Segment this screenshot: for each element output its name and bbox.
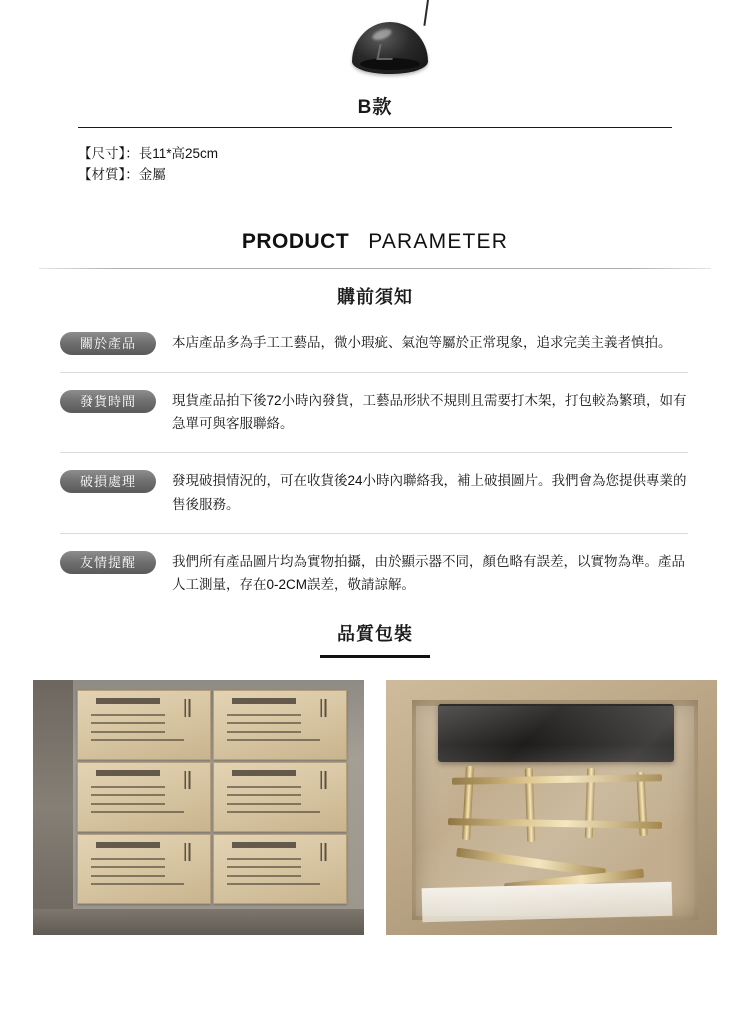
carton-line: [227, 714, 301, 716]
notice-text-damage-handling: 發現破損情況的，可在收貨後24小時內聯絡我，補上破損圖片。我們會為您提供專業的售後服務。: [172, 473, 687, 512]
list-item: [0, 469, 750, 533]
notice-divider: [60, 533, 688, 534]
carton-label: [96, 842, 159, 848]
black-lamp-shade-item: [438, 704, 674, 762]
notice-text-shipping-time: 現貨產品拍下後72小時內發貨，工藝品形狀不規則且需要打木架，打包較為繁瑣，如有急單可與客服聯絡。: [172, 392, 687, 432]
notice-text-friendly-reminder: 我們所有產品圖片均為實物拍攝，由於顯示器不同，顏色略有誤差，以實物為準。產品人工測量，存在0-2CM誤差，敬請諒解。: [172, 553, 685, 592]
carton-label: [232, 698, 295, 704]
carton-label: [96, 770, 159, 776]
packaging-heading: 品質包裝: [337, 624, 413, 645]
hero-divider: [78, 127, 672, 128]
lamp-logo-mark: [376, 44, 395, 60]
product-parameter-section: [0, 230, 750, 269]
product-parameter-title: [242, 230, 508, 254]
carton-label: [96, 698, 159, 704]
carton-line: [91, 731, 165, 733]
carton-box: [213, 834, 347, 904]
carton-line: [91, 786, 165, 788]
carton-line: [91, 883, 183, 885]
model-label: B款: [357, 97, 393, 118]
packing-paper: [422, 882, 673, 923]
notice-divider: [60, 372, 688, 373]
notice-pill-damage-handling: 破損處理: [60, 470, 156, 493]
carton-line: [227, 803, 301, 805]
carton-line: [227, 866, 301, 868]
list-item: [0, 550, 750, 596]
spec-block: [78, 144, 750, 186]
carton-line: [91, 739, 183, 741]
packaging-photo-cartons: [33, 680, 364, 935]
carton-line: [91, 875, 165, 877]
carton-label: [232, 842, 295, 848]
carton-box: [213, 690, 347, 760]
notice-text-about-product: 本店產品多為手工工藝品，微小瑕疵、氣泡等屬於正常現象，追求完美主義者慎拍。: [172, 334, 672, 350]
carton-line: [227, 883, 319, 885]
packaging-heading-underline: [320, 655, 430, 658]
packaging-photos: [33, 680, 717, 935]
fragile-symbol-icon: [312, 843, 333, 861]
carton-line: [91, 803, 165, 805]
packaging-photo-open-box: [386, 680, 717, 935]
carton-line: [91, 722, 165, 724]
list-item: [0, 331, 750, 373]
fragile-symbol-icon: [312, 699, 333, 717]
carton-line: [227, 786, 301, 788]
notice-pill-friendly-reminder: 友情提醒: [60, 551, 156, 574]
notice-pill-about-product: 關於產品: [60, 332, 156, 355]
spec-material: 【材質】：金屬: [78, 166, 166, 182]
carton-box: [77, 762, 211, 832]
notice-list: [0, 331, 750, 596]
fragile-symbol-icon: [176, 699, 197, 717]
carton-line: [227, 794, 301, 796]
carton-line: [227, 875, 301, 877]
notice-divider: [60, 452, 688, 453]
floor-background: [33, 909, 364, 935]
shelf-background: [33, 680, 73, 935]
carton-box: [213, 762, 347, 832]
notice-heading: 購前須知: [337, 286, 413, 307]
fragile-symbol-icon: [312, 771, 333, 789]
product-parameter-underline: [39, 268, 711, 269]
carton-label: [232, 770, 295, 776]
carton-line: [91, 811, 183, 813]
spec-size: 【尺寸】：長11*高25cm: [78, 146, 219, 161]
hero-product-image: [0, 0, 750, 130]
notice-pill-shipping-time: 發貨時間: [60, 390, 156, 413]
product-parameter-title-light: PARAMETER: [368, 229, 509, 253]
carton-line: [91, 858, 165, 860]
list-item: [0, 389, 750, 453]
carton-line: [91, 714, 165, 716]
fragile-symbol-icon: [176, 771, 197, 789]
carton-line: [227, 739, 319, 741]
carton-box: [77, 690, 211, 760]
carton-box: [77, 834, 211, 904]
lamp-cord-icon: [423, 0, 429, 26]
carton-line: [91, 866, 165, 868]
carton-line: [91, 794, 165, 796]
carton-line: [227, 731, 301, 733]
carton-line: [227, 722, 301, 724]
carton-line: [227, 858, 301, 860]
product-parameter-title-bold: PRODUCT: [241, 229, 350, 253]
fragile-symbol-icon: [176, 843, 197, 861]
carton-line: [227, 811, 319, 813]
